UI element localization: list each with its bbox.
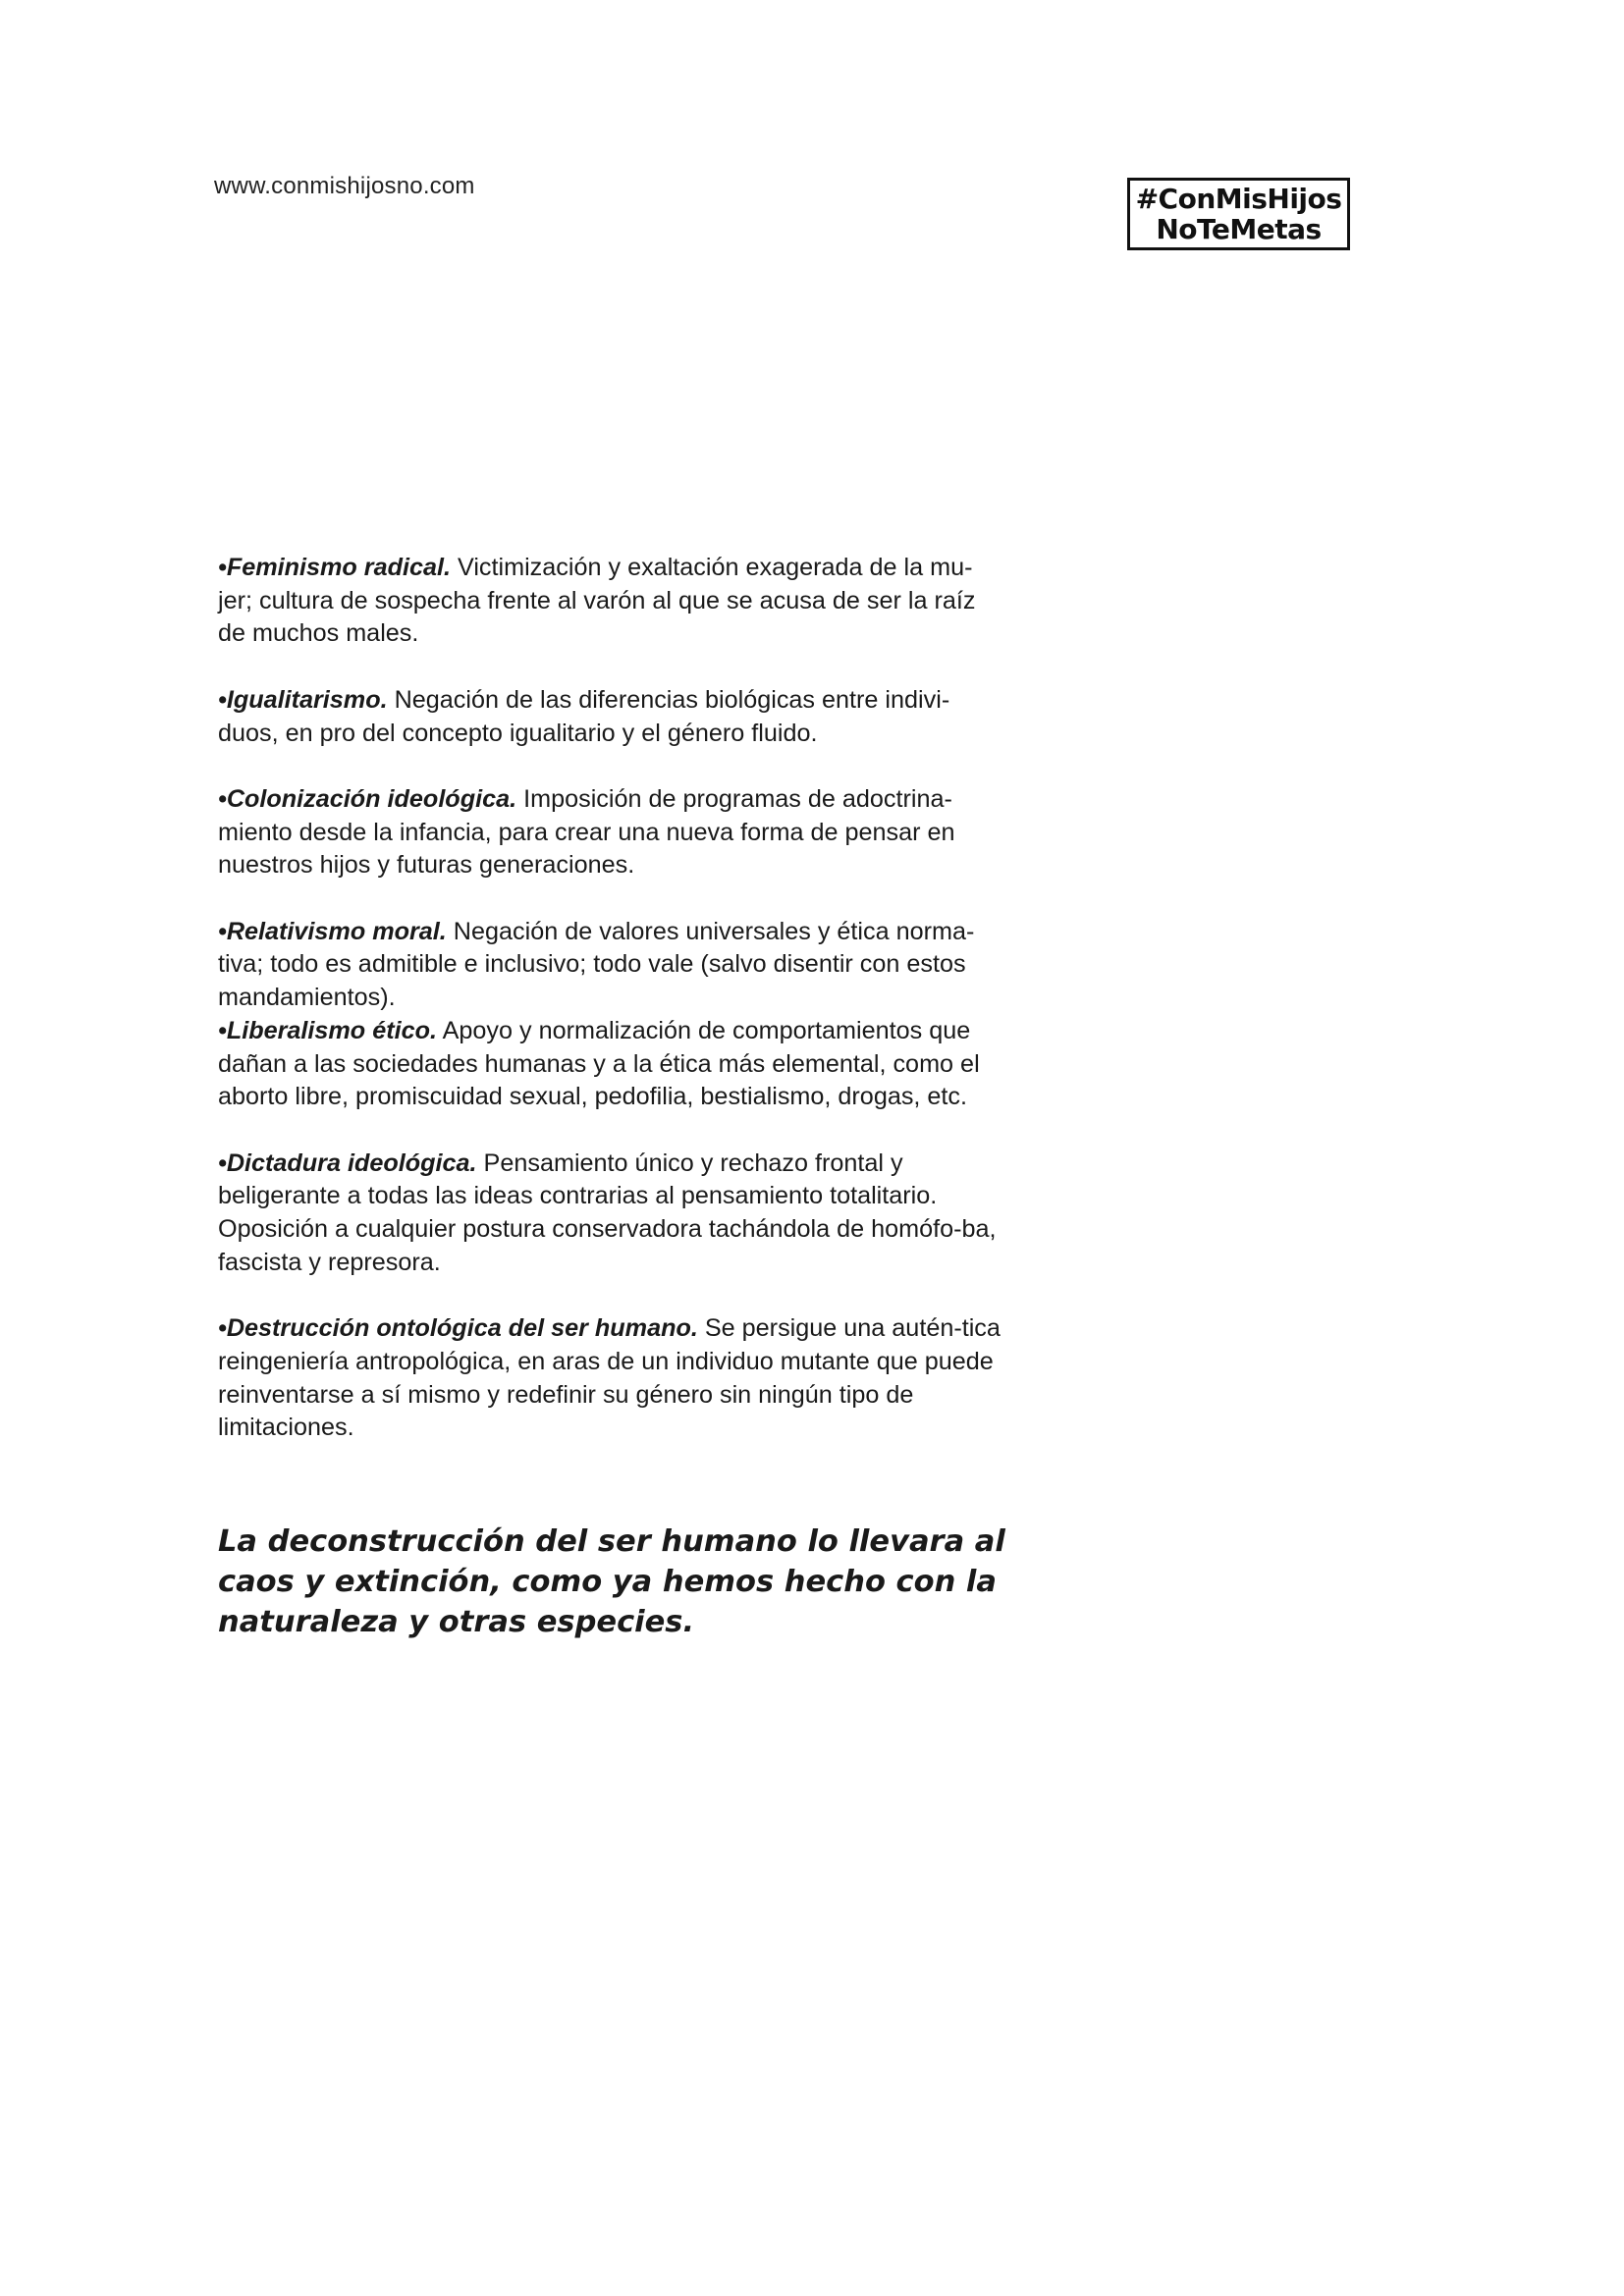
entry-text: Imposición de programas de adoctrina-miento desde la infancia, para crear una nueva forma de pensar en nuestros hijos y futuras generaciones. bbox=[218, 784, 955, 880]
entry-relativismo-moral bbox=[218, 916, 1003, 1015]
entry-term: •Dictadura ideológica. bbox=[218, 1148, 477, 1177]
hashtag-logo-box bbox=[1127, 178, 1350, 250]
entry-term: •Feminismo radical. bbox=[218, 554, 451, 581]
entry-colonizacion-ideologica bbox=[218, 783, 1003, 882]
body-text bbox=[218, 552, 1003, 1445]
entry-feminismo-radical bbox=[218, 552, 1003, 651]
entry-term: •Igualitarismo. bbox=[218, 685, 388, 714]
entry-liberalismo-etico bbox=[218, 1015, 1003, 1114]
entry-text: Negación de valores universales y ética norma-tiva; todo es admitible e inclusivo; todo vale (salvo disentir con estos mandamientos). bbox=[218, 917, 975, 1012]
entry-term: •Relativismo moral. bbox=[218, 917, 447, 945]
entry-text: Negación de las diferencias biológicas entre indivi-duos, en pro del concepto igualitario y el género fluido. bbox=[218, 685, 950, 747]
entry-text: Pensamiento único y rechazo frontal y beligerante a todas las ideas contrarias al pensamiento totalitario. Oposición a cualquier postura conservadora tachándola de homófo-ba, fascista y represora. bbox=[218, 1148, 997, 1276]
entry-term: •Colonización ideológica. bbox=[218, 784, 517, 813]
entry-dictadura-ideologica bbox=[218, 1148, 1003, 1280]
entry-text: Apoyo y normalización de comportamientos que dañan a las sociedades humanas y a la ética más elemental, como el aborto libre, promiscuidad sexual, pedofilia, bestialismo, drogas, etc. bbox=[218, 1016, 980, 1111]
entry-text: Victimización y exaltación exagerada de la mu-jer; cultura de sospecha frente al varón al que se acusa de ser la raíz de muchos males. bbox=[218, 554, 976, 648]
hashtag-line-1: #ConMisHijos bbox=[1135, 183, 1342, 215]
hashtag-line-2: NoTeMetas bbox=[1156, 213, 1322, 245]
site-url[interactable]: www.conmishijosno.com bbox=[214, 173, 475, 199]
entry-term: •Liberalismo ético. bbox=[218, 1016, 437, 1044]
entry-igualitarismo bbox=[218, 684, 1003, 750]
conclusion-statement: La deconstrucción del ser humano lo llevara al caos y extinción, como ya hemos hecho con la naturaleza y otras especies. bbox=[218, 1524, 1005, 1639]
entry-text: Se persigue una autén-tica reingeniería antropológica, en aras de un individuo mutante que puede reinventarse a sí mismo y redefinir su género sin ningún tipo de limitaciones. bbox=[218, 1314, 1001, 1442]
entry-term: •Destrucción ontológica del ser humano. bbox=[218, 1314, 698, 1343]
entry-destruccion-ontologica bbox=[218, 1312, 1003, 1445]
